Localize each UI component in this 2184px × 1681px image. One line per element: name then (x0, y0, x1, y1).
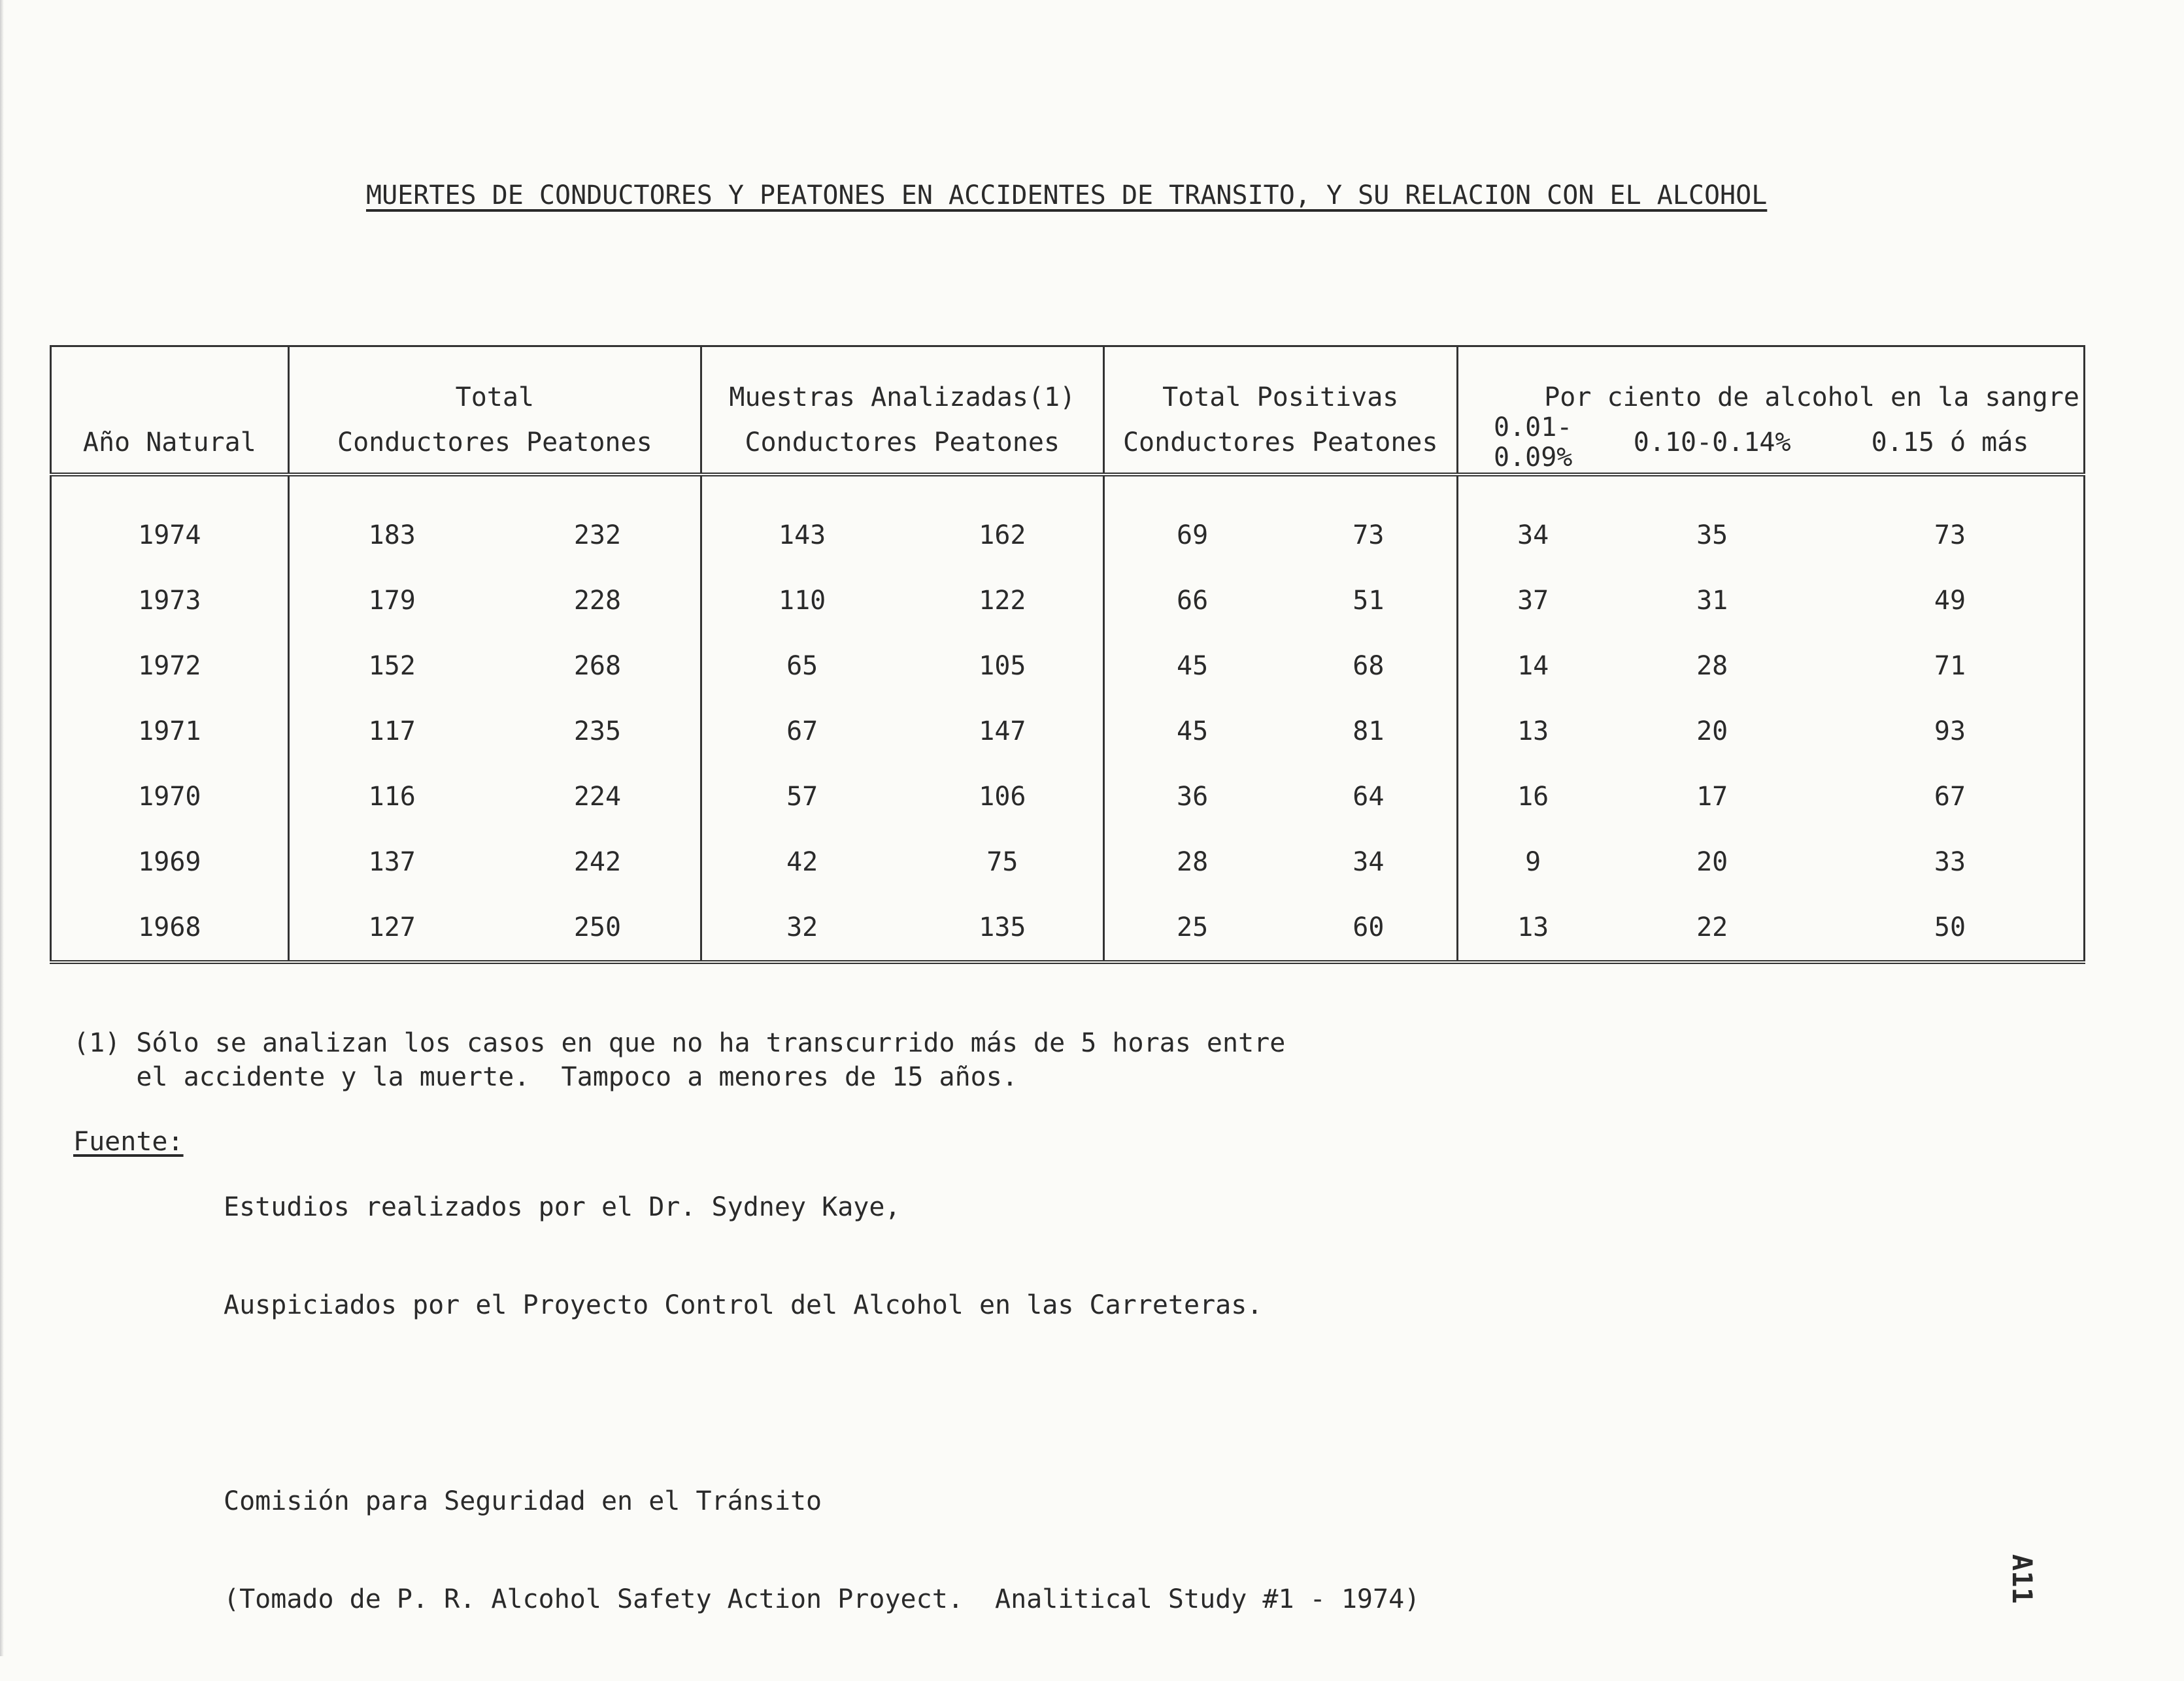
cell-pct-3-wrap (1817, 764, 2085, 829)
cell-muestras-peatones: 75 (986, 847, 1018, 877)
cell-positivas-peatones: 51 (1352, 586, 1385, 616)
cell-pct-1-wrap (1458, 764, 1608, 829)
cell-total-conductores: 117 (368, 716, 416, 746)
cell-total-peatones: 232 (573, 520, 622, 550)
cell-year-wrap (51, 503, 289, 568)
cell-total-peatones: 250 (573, 912, 622, 942)
cell-pct-3-wrap (1817, 503, 2085, 568)
cell-muestras-conductores: 143 (779, 520, 826, 550)
subheader-muestras: Conductores Peatones (701, 412, 1103, 474)
cell-positivas-conductores: 45 (1177, 651, 1209, 681)
cell-pct-2: 20 (1696, 847, 1728, 877)
cell-muestras-peatones: 135 (979, 912, 1026, 942)
footnote-line-1: (1) Sólo se analizan los casos en que no ha transcurrido más de 5 horas entre (73, 1028, 1286, 1058)
cell-total-peatones: 268 (573, 651, 622, 681)
cell-pct-1: 9 (1525, 847, 1541, 877)
cell-pct-1-wrap (1458, 633, 1608, 699)
source-line-4: (Tomado de P. R. Alcohol Safety Action Proyect. Analitical Study #1 - 1974) (224, 1584, 1420, 1614)
cell-pct-2-wrap (1607, 829, 1817, 895)
cell-positivas-conductores: 45 (1177, 716, 1209, 746)
cell-pct-1-wrap (1458, 699, 1608, 764)
cell-positivas-peatones: 68 (1352, 651, 1385, 681)
cell-total-peatones: 242 (573, 847, 622, 877)
cell-year: 1973 (138, 586, 201, 616)
cell-pct-2: 22 (1696, 912, 1728, 942)
cell-positivas-conductores: 28 (1177, 847, 1209, 877)
cell-pct-2: 28 (1696, 651, 1728, 681)
cell-pct-3-wrap (1817, 699, 2085, 764)
source-label: Fuente: (73, 1127, 184, 1157)
table-body (51, 503, 2085, 962)
cell-positivas-peatones: 81 (1352, 716, 1385, 746)
cell-muestras-peatones: 106 (979, 782, 1026, 812)
cell-pct-2-wrap (1607, 633, 1817, 699)
cell-positivas (1103, 699, 1458, 764)
cell-positivas-peatones: 73 (1352, 520, 1385, 550)
cell-total (288, 829, 701, 895)
cell-year-wrap (51, 829, 289, 895)
cell-pct-3-wrap (1817, 633, 2085, 699)
cell-pct-1: 16 (1517, 782, 1549, 812)
cell-total-conductores: 183 (368, 520, 416, 550)
footnote (73, 1026, 1285, 1094)
cell-year-wrap (51, 764, 289, 829)
cell-positivas (1103, 503, 1458, 568)
data-table (50, 345, 2085, 964)
subheader-pct-1: 0.01-0.09% (1458, 412, 1608, 474)
cell-pct-1: 37 (1517, 586, 1549, 616)
cell-total (288, 503, 701, 568)
cell-year: 1974 (138, 520, 201, 550)
cell-muestras-conductores: 42 (786, 847, 818, 877)
cell-pct-2-wrap (1607, 895, 1817, 962)
header-year: Año Natural (82, 427, 256, 458)
cell-year-wrap (51, 895, 289, 962)
cell-pct-3-wrap (1817, 568, 2085, 633)
cell-muestras (701, 503, 1103, 568)
cell-muestras-peatones: 162 (979, 520, 1026, 550)
header-blank (51, 346, 289, 413)
cell-muestras-conductores: 32 (786, 912, 818, 942)
source-line-3: Comisión para Seguridad en el Tránsito (224, 1486, 822, 1516)
cell-year: 1968 (138, 912, 201, 942)
cell-total (288, 699, 701, 764)
cell-pct-3: 93 (1934, 716, 1966, 746)
cell-pct-3: 33 (1934, 847, 1966, 877)
subheader-pct-2: 0.10-0.14% (1633, 427, 1791, 458)
cell-pct-3-wrap (1817, 895, 2085, 962)
cell-positivas (1103, 829, 1458, 895)
cell-positivas (1103, 633, 1458, 699)
cell-muestras (701, 699, 1103, 764)
cell-pct-2-wrap (1607, 699, 1817, 764)
page-title: MUERTES DE CONDUCTORES Y PEATONES EN ACCIDENTES DE TRANSITO, Y SU RELACION CON EL ALCOHOL (366, 180, 1768, 210)
cell-muestras (701, 568, 1103, 633)
cell-positivas-peatones: 60 (1352, 912, 1385, 942)
cell-total-peatones: 228 (573, 586, 622, 616)
table-row (51, 633, 2085, 699)
subheader-total: Conductores Peatones (288, 412, 701, 474)
cell-pct-1: 13 (1517, 716, 1549, 746)
header-total: Total (288, 346, 701, 413)
cell-year-wrap (51, 568, 289, 633)
header-muestras: Muestras Analizadas(1) (701, 346, 1103, 413)
subheader-positivas: Conductores Peatones (1103, 412, 1458, 474)
table-row (51, 895, 2085, 962)
cell-total (288, 633, 701, 699)
cell-positivas (1103, 568, 1458, 633)
cell-positivas-conductores: 66 (1177, 586, 1209, 616)
cell-positivas-conductores: 69 (1177, 520, 1209, 550)
source-line-2: Auspiciados por el Proyecto Control del Alcohol en las Carreteras. (224, 1290, 1263, 1320)
cell-muestras (701, 829, 1103, 895)
cell-pct-3: 49 (1934, 586, 1966, 616)
cell-pct-2-wrap (1607, 503, 1817, 568)
cell-year-wrap (51, 633, 289, 699)
cell-pct-2: 31 (1696, 586, 1728, 616)
cell-muestras-peatones: 122 (979, 586, 1026, 616)
cell-year: 1970 (138, 782, 201, 812)
cell-muestras-conductores: 110 (779, 586, 826, 616)
cell-total-conductores: 116 (368, 782, 416, 812)
table-row (51, 568, 2085, 633)
cell-pct-1-wrap (1458, 568, 1608, 633)
cell-year: 1969 (138, 847, 201, 877)
cell-pct-1-wrap (1458, 503, 1608, 568)
cell-muestras (701, 895, 1103, 962)
cell-total-peatones: 235 (573, 716, 622, 746)
cell-pct-3: 67 (1934, 782, 1966, 812)
header-row-groups (51, 346, 2085, 413)
cell-positivas-peatones: 64 (1352, 782, 1385, 812)
cell-pct-2: 17 (1696, 782, 1728, 812)
cell-pct-1: 34 (1517, 520, 1549, 550)
cell-muestras-conductores: 57 (786, 782, 818, 812)
footnote-line-2: el accidente y la muerte. Tampoco a menores de 15 años. (73, 1062, 1018, 1092)
page-number: A11 (2006, 1554, 2038, 1604)
cell-pct-2: 20 (1696, 716, 1728, 746)
cell-total-conductores: 152 (368, 651, 416, 681)
cell-year-wrap (51, 699, 289, 764)
cell-total-conductores: 179 (368, 586, 416, 616)
cell-pct-1-wrap (1458, 829, 1608, 895)
cell-muestras-conductores: 67 (786, 716, 818, 746)
cell-total-peatones: 224 (573, 782, 622, 812)
cell-muestras-conductores: 65 (786, 651, 818, 681)
cell-total-conductores: 137 (368, 847, 416, 877)
cell-pct-2: 35 (1696, 520, 1728, 550)
cell-pct-1: 14 (1517, 651, 1549, 681)
cell-total (288, 895, 701, 962)
cell-muestras-peatones: 105 (979, 651, 1026, 681)
cell-total-conductores: 127 (368, 912, 416, 942)
cell-positivas (1103, 895, 1458, 962)
header-porciento: Por ciento de alcohol en la sangre (1458, 346, 2085, 413)
cell-pct-3-wrap (1817, 829, 2085, 895)
header-positivas: Total Positivas (1103, 346, 1458, 413)
cell-pct-3: 71 (1934, 651, 1966, 681)
cell-pct-1-wrap (1458, 895, 1608, 962)
cell-muestras-peatones: 147 (979, 716, 1026, 746)
cell-total (288, 764, 701, 829)
table-row (51, 503, 2085, 568)
cell-pct-3: 73 (1934, 520, 1966, 550)
cell-pct-2-wrap (1607, 764, 1817, 829)
cell-year: 1972 (138, 651, 201, 681)
cell-total (288, 568, 701, 633)
source-body (224, 1125, 1662, 1681)
cell-pct-1: 13 (1517, 912, 1549, 942)
cell-positivas-conductores: 36 (1177, 782, 1209, 812)
cell-positivas (1103, 764, 1458, 829)
header-row-sub (51, 412, 2085, 474)
table-row (51, 829, 2085, 895)
table-row (51, 699, 2085, 764)
subheader-pct-3: 0.15 ó más (1871, 427, 2029, 458)
cell-muestras (701, 764, 1103, 829)
cell-muestras (701, 633, 1103, 699)
page-edge-shadow (0, 0, 4, 1656)
cell-year: 1971 (138, 716, 201, 746)
cell-pct-3: 50 (1934, 912, 1966, 942)
cell-positivas-conductores: 25 (1177, 912, 1209, 942)
table-row (51, 764, 2085, 829)
source-line-1: Estudios realizados por el Dr. Sydney Kaye, (224, 1192, 901, 1222)
cell-pct-2-wrap (1607, 568, 1817, 633)
cell-positivas-peatones: 34 (1352, 847, 1385, 877)
